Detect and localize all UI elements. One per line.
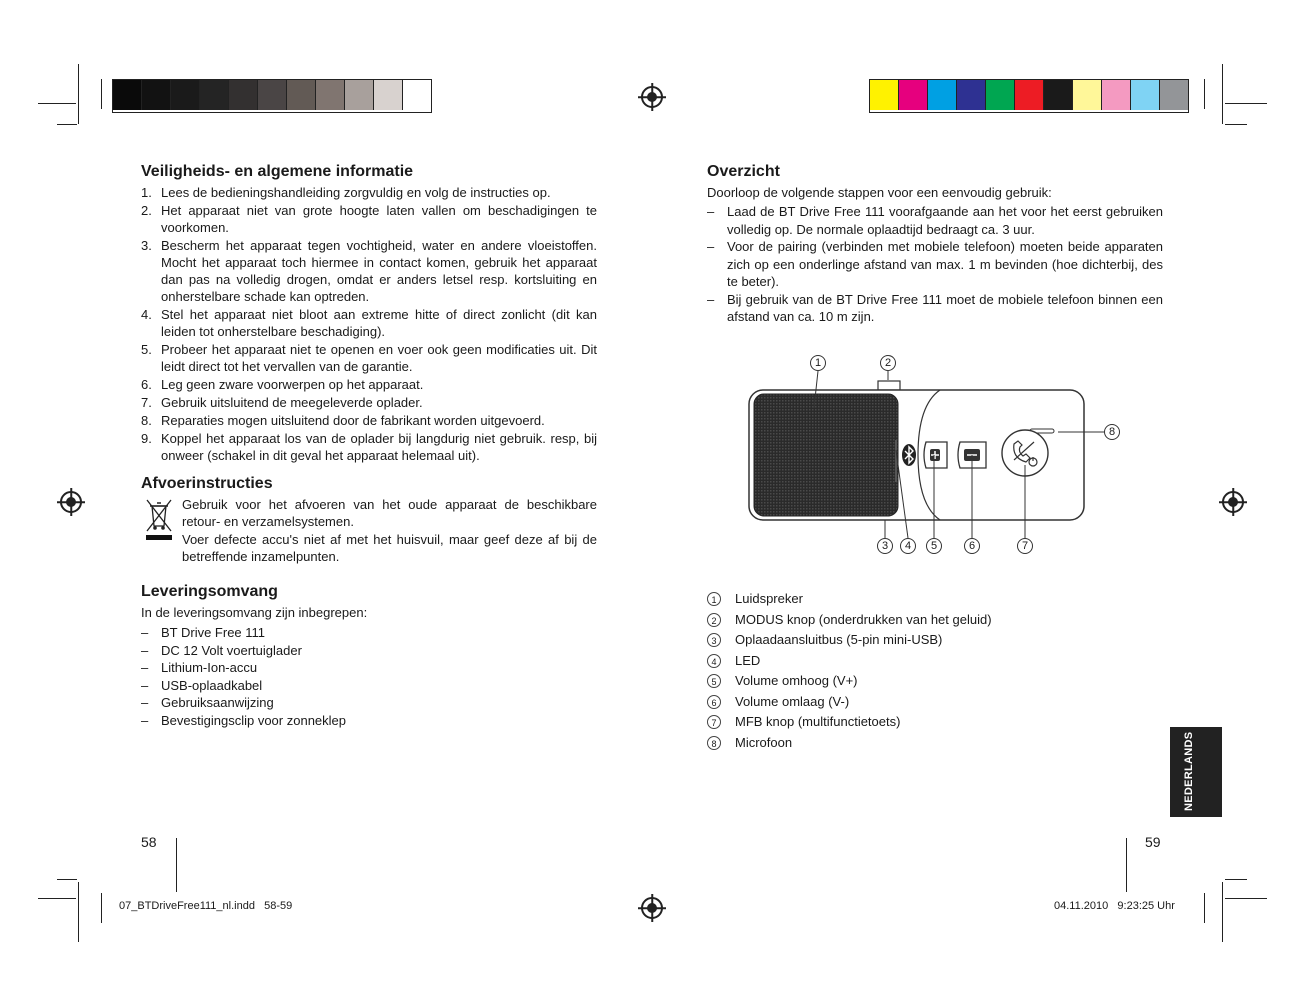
safety-item-number: 1.: [141, 185, 152, 200]
delivery-intro: In de leveringsomvang zijn inbegrepen:: [141, 605, 368, 620]
footer-file-name: 07_BTDriveFree111_nl.indd 58-59: [119, 900, 293, 912]
legend-number: 1: [707, 592, 721, 606]
registration-mark-icon: [60, 491, 82, 513]
page-separator: [176, 838, 177, 892]
safety-list: [141, 184, 597, 465]
legend-number: 3: [707, 633, 721, 647]
disposal-heading: Afvoerinstructies: [141, 475, 273, 492]
gray-swatch: [171, 80, 200, 110]
legend-item: [707, 733, 1127, 754]
gray-swatch: [142, 80, 171, 110]
legend-item: [707, 692, 1127, 713]
overview-item: – Voor de pairing (verbinden met mobiele telefoon) moeten beide apparaten zich op een onderlinge afstand van max. 1 m bevinden (hoe dichterbij, des te beter).: [707, 238, 1163, 291]
legend-item: [707, 651, 1127, 672]
crop-mark: [78, 64, 79, 124]
safety-item-number: 5.: [141, 342, 152, 357]
cmyk-color-bar: [869, 79, 1189, 113]
parts-legend: [707, 589, 1127, 753]
safety-item-number: 4.: [141, 307, 152, 322]
crop-mark: [101, 893, 102, 923]
callout-8: 8: [1104, 424, 1120, 440]
registration-mark-icon: [1222, 491, 1244, 513]
crop-mark: [1225, 898, 1267, 899]
color-swatch: [957, 80, 986, 110]
safety-item: [141, 202, 597, 236]
color-swatch: [1131, 80, 1160, 110]
color-swatch: [1102, 80, 1131, 110]
color-swatch: [986, 80, 1015, 110]
safety-item: [141, 341, 597, 375]
language-tab: [1170, 727, 1222, 817]
crop-mark: [1204, 79, 1205, 109]
delivery-item: – USB-oplaadkabel: [141, 677, 441, 695]
callout-1: 1: [810, 355, 826, 371]
safety-item-text: Reparaties mogen uitsluitend door de fabrikant worden uitgevoerd.: [161, 413, 545, 428]
registration-mark-icon: [641, 86, 663, 108]
legend-label: Microfoon: [735, 734, 793, 750]
page-separator: [1126, 838, 1127, 892]
callout-2: 2: [880, 355, 896, 371]
legend-label: LED: [735, 652, 761, 668]
safety-item-text: Bescherm het apparaat tegen vochtigheid, water en andere vloeistoffen. Mocht het apparaat toch hiermee in contact komen, gebruik het apparaat dan pas na volledig drogen, omdat er anders letsel resp. kortsluiting en onherstelbare schade kan optreden.: [161, 238, 597, 304]
language-tab-label: NEDERLANDS: [1183, 731, 1195, 811]
legend-label: Volume omhoog (V+): [735, 673, 858, 688]
delivery-item: – Bevestigingsclip voor zonneklep: [141, 712, 441, 730]
disposal-text-1: Gebruik voor het afvoeren van het oude apparaat de beschikbare retour- en verzamelsystemen.: [182, 497, 597, 529]
crop-mark: [101, 79, 102, 109]
safety-item: [141, 376, 597, 393]
color-swatch: [899, 80, 928, 110]
safety-item: [141, 412, 597, 429]
gray-swatch: [229, 80, 258, 110]
overview-list: [707, 203, 1163, 326]
legend-number: 2: [707, 613, 721, 627]
color-swatch: [1044, 80, 1073, 110]
color-swatch: [928, 80, 957, 110]
safety-item-number: 3.: [141, 238, 152, 253]
legend-number: 4: [707, 654, 721, 668]
legend-item: [707, 712, 1127, 733]
gray-swatch: [374, 80, 403, 110]
safety-item-number: 9.: [141, 431, 152, 446]
gray-swatch: [200, 80, 229, 110]
page-number-right: 59: [1145, 834, 1161, 850]
gray-swatch: [403, 80, 431, 110]
callout-lines: [740, 350, 1120, 550]
gray-swatch: [287, 80, 316, 110]
disposal-text-2: Voer defecte accu's niet af met het huisvuil, maar geef deze af bij de betreffende inzamelpunten.: [182, 532, 597, 564]
safety-item: [141, 306, 597, 340]
safety-heading: Veiligheids- en algemene informatie: [141, 163, 414, 180]
legend-number: 7: [707, 715, 721, 729]
safety-item-text: Gebruik uitsluitend de meegeleverde oplader.: [161, 395, 423, 410]
crop-mark: [38, 103, 76, 104]
registration-mark-icon: [641, 897, 663, 919]
crop-mark: [1222, 64, 1223, 124]
crop-mark: [1225, 103, 1267, 104]
crop-mark: [78, 882, 79, 942]
crop-mark: [1225, 879, 1247, 880]
safety-item-text: Stel het apparaat niet bloot aan extreme hitte of direct zonlicht (dit kan leiden tot onherstelbare beschadiging).: [161, 307, 597, 339]
callout-5: 5: [926, 538, 942, 554]
legend-label: Volume omlaag (V-): [735, 693, 850, 709]
crop-mark: [1222, 882, 1223, 942]
legend-label: Oplaadaansluitbus (5-pin mini-USB): [735, 632, 943, 647]
callout-7: 7: [1017, 538, 1033, 554]
safety-item-number: 7.: [141, 395, 152, 410]
gray-swatch: [316, 80, 345, 110]
safety-item-text: Probeer het apparaat niet te openen en voer ook geen modificaties uit. Dit leidt direct tot het vervallen van de garantie.: [161, 342, 597, 374]
safety-item: [141, 430, 597, 464]
callout-4: 4: [900, 538, 916, 554]
color-swatch: [870, 80, 899, 110]
delivery-heading: Leveringsomvang: [141, 583, 278, 600]
legend-label: MFB knop (multifunctietoets): [735, 714, 901, 729]
page-number-left: 58: [141, 834, 157, 850]
color-swatch: [1073, 80, 1102, 110]
legend-item: [707, 630, 1127, 651]
overview-heading: Overzicht: [707, 163, 780, 180]
legend-item: [707, 610, 1127, 631]
overview-item: – Bij gebruik van de BT Drive Free 111 moet de mobiele telefoon binnen een afstand van ca. 10 m zijn.: [707, 291, 1163, 326]
safety-item-number: 6.: [141, 377, 152, 392]
legend-item: [707, 671, 1127, 692]
delivery-item: – Lithium-Ion-accu: [141, 659, 441, 677]
delivery-item: – BT Drive Free 111: [141, 624, 441, 642]
safety-item-number: 8.: [141, 413, 152, 428]
gray-swatch: [258, 80, 287, 110]
safety-item-text: Koppel het apparaat los van de oplader bij langdurig niet gebruik. resp, bij onweer (schakel in dit geval het apparaat helemaal uit).: [161, 431, 597, 463]
overview-item: – Laad de BT Drive Free 111 voorafgaande aan het voor het eerst gebruiken volledig op. De normale oplaadtijd bedraagt ca. 3 uur.: [707, 203, 1163, 238]
overview-intro: Doorloop de volgende stappen voor een eenvoudig gebruik:: [707, 185, 1052, 200]
safety-item-text: Lees de bedieningshandleiding zorgvuldig en volg de instructies op.: [161, 185, 551, 200]
callout-6: 6: [964, 538, 980, 554]
legend-label: MODUS knop (onderdrukken van het geluid): [735, 611, 992, 627]
delivery-item: – DC 12 Volt voertuiglader: [141, 642, 441, 660]
delivery-item: – Gebruiksaanwijzing: [141, 694, 441, 712]
legend-number: 8: [707, 736, 721, 750]
crop-mark: [57, 879, 77, 880]
gray-swatch: [113, 80, 142, 110]
legend-number: 6: [707, 695, 721, 709]
crop-mark: [1225, 124, 1247, 125]
color-swatch: [1160, 80, 1188, 110]
safety-item-number: 2.: [141, 203, 152, 218]
safety-item: [141, 184, 597, 201]
crop-mark: [1204, 893, 1205, 923]
crop-mark: [57, 124, 77, 125]
delivery-list: [141, 624, 441, 729]
legend-number: 5: [707, 674, 721, 688]
safety-item-text: Leg geen zware voorwerpen op het apparaat.: [161, 377, 424, 392]
color-swatch: [1015, 80, 1044, 110]
safety-item: [141, 237, 597, 305]
gray-swatch: [345, 80, 374, 110]
legend-label: Luidspreker: [735, 591, 803, 606]
callout-3: 3: [877, 538, 893, 554]
safety-item: [141, 394, 597, 411]
crop-mark: [38, 898, 76, 899]
weee-bin-icon: [144, 498, 174, 542]
grayscale-color-bar: [112, 79, 432, 113]
legend-item: [707, 589, 1127, 610]
footer-timestamp: 04.11.2010 9:23:25 Uhr: [1054, 900, 1175, 912]
safety-item-text: Het apparaat niet van grote hoogte laten vallen om beschadigingen te voorkomen.: [161, 203, 597, 235]
